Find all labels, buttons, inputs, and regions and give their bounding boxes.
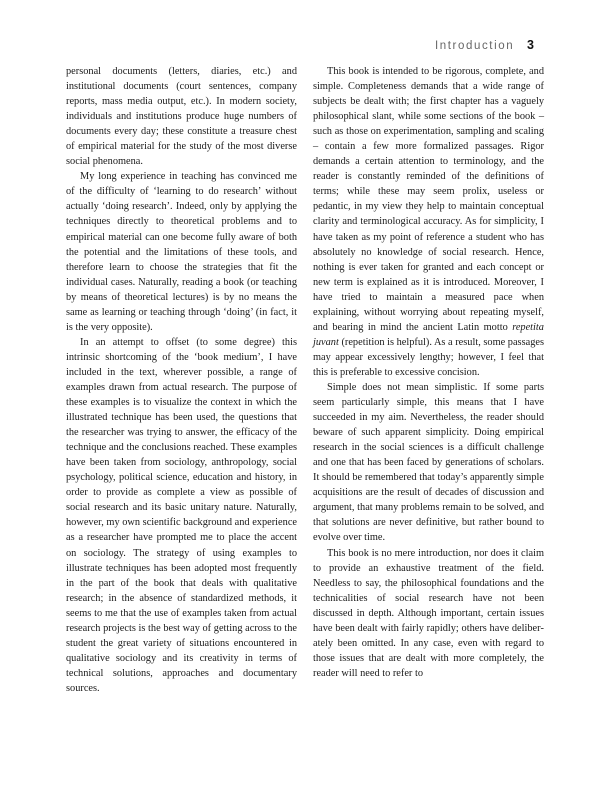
right-column bbox=[313, 64, 544, 681]
latin-motto: repetita juvant bbox=[313, 321, 544, 348]
paragraph: Simple does not mean simplistic. If some parts seem particularly simple, this means that I have succeeded in my aim. Nevertheless, the reader should beware of such apparent simplicity. Doing empirical research in the social sciences is a difficult challenge and one that has been faced by generations of scholars. It should be remembered that today’s apparently simple acquisitions are the result of decades of discussion and argument, that many problems remain to be solved, and that solutions are never definitive, but rather bound to evolve over time. bbox=[313, 381, 544, 544]
paragraph bbox=[313, 64, 544, 380]
running-head bbox=[435, 38, 534, 52]
page-number: 3 bbox=[527, 38, 534, 52]
paragraph: My long experience in teaching has convinced me of the difficulty of ‘learning to do research’ without actually ‘doing research’. Indeed, only by applying the techniques directly to theoretical problems and to empirical material can one become fully aware of both the potential and the limitations of these tools, and therefore learn to choose the strategies that fit the individual cases. Naturally, reading a book (or teaching by means of theoretical lectures) is by no means the same as learning or teaching through ‘doing’ (in fact, it is the very opposite). bbox=[66, 171, 297, 333]
paragraph-text: This book is intended to be rigorous, complete, and simple. Completeness demands that a wide range of subjects be dealt with; the first chapter has a vaguely philosophical slant, while some sections of the book – such as those on experimentation, sampling and scaling – contain a few more formalized passages. Rigor demands a certain attention to terminology, and the reader is constantly reminded of the definitions of terms; while these may seem prolix, useless or pedantic, in my view they help to maintain conceptual clarity and terminological accuracy. As for simplicity, I have taken as my point of reference a student who has absolutely no knowledge of social research. Hence, nothing is ever taken for granted and each concept or new term is explained as it is introduced. Moreover, I have tried to maintain a measured pace when explaining, without worrying about repeating myself, and bearing in mind the ancient Latin motto bbox=[313, 66, 544, 333]
left-column bbox=[66, 64, 297, 696]
paragraph: This book is no mere introduction, nor does it claim to provide an exhaustive treatment of the field. Needless to say, the philosophical foundations and the technicalities of social research have not been discussed in depth. Although important, certain issues have been dealt with fairly rapidly; others have deliberately been omitted. In any case, even with regard to those issues that are dealt with more completely, the reader will need to refer to bbox=[313, 547, 544, 679]
paragraph-text: (repetition is helpful). As a result, some passages may appear excessively lengthy; however, I feel that this is preferable to excessive concision. bbox=[313, 336, 544, 378]
paragraph: personal documents (letters, diaries, etc.) and institutional documents (court sentences, company reports, mass media output, etc.). In modern society, individuals and institutions produce huge numbers of documents every day; these constitute a treasure chest of empirical material for the study of the most diverse social phenomena. bbox=[66, 66, 297, 168]
running-head-title: Introduction bbox=[434, 40, 515, 52]
paragraph: In an attempt to offset (to some degree) this intrinsic shortcoming of the ‘book medium’, I have included in the text, wherever possible, a range of examples drawn from actual research. The purpose of these examples is to visualize the context in which the illustrated technique has been used, the questions that the researcher was trying to answer, the efficacy of the technique and the conclusions reached. These examples have been taken from sociology, anthropology, social psychology, political science, education and history, in order to provide as complete a view as possible of social research and its basic unitary nature. Naturally, however, my own scientific background and experience as a researcher have prompted me to place the accent on sociology. The strategy of using examples to illustrate techniques has been adopted most frequently in the part of the book that deals with qualitative research; in the absence of standardized methods, it seems to me that the use of examples taken from actual research projects is the best way of getting across to the student the great variety of situations encountered in qualitative sociology and its creativity in terms of technical solutions, approaches and documentary sources. bbox=[66, 336, 297, 694]
